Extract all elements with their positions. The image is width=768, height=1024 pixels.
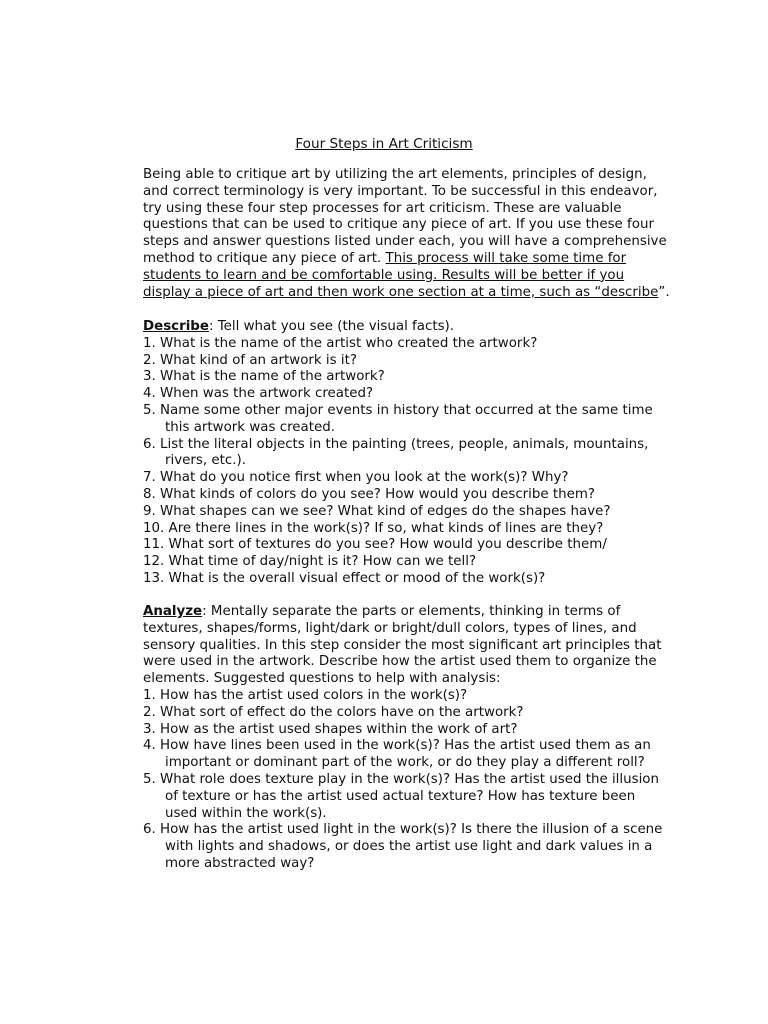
describe-question-line: 1. What is the name of the artist who created the artwork? [143, 335, 538, 351]
analyze-question-line: 6. How has the artist used light in the work(s)? Is there the illusion of a scene [143, 822, 663, 838]
intro-underlined-text: This process will take some time for [385, 250, 627, 266]
describe-question-line: 10. Are there lines in the work(s)? If so, what kinds of lines are they? [143, 520, 604, 536]
intro-line: and correct terminology is very important. To be successful in this endeavor, [143, 183, 658, 199]
describe-question-item [143, 403, 713, 437]
describe-question-item [143, 521, 713, 538]
analyze-text-line: sensory qualities. In this step consider the most significant art principles that [143, 637, 662, 653]
describe-question-line: 5. Name some other major events in history that occurred at the same time [143, 402, 653, 418]
analyze-question-line: 1. How has the artist used colors in the work(s)? [143, 687, 468, 703]
describe-question-line: 8. What kinds of colors do you see? How would you describe them? [143, 486, 596, 502]
analyze-term: Analyze [143, 604, 203, 619]
describe-intro: : Tell what you see (the visual facts). [208, 319, 455, 334]
describe-question-item [143, 353, 713, 370]
describe-question-list [143, 336, 713, 588]
analyze-question-item [143, 688, 713, 705]
intro-line: questions that can be used to critique any piece of art. If you use these four [143, 217, 654, 233]
analyze-question-line: 3. How as the artist used shapes within the work of art? [143, 721, 518, 737]
describe-question-line: 12. What time of day/night is it? How can we tell? [143, 554, 477, 570]
analyze-question-line: used within the work(s). [165, 805, 327, 821]
analyze-question-item [143, 722, 713, 739]
describe-question-item [143, 554, 713, 571]
describe-question-line: 7. What do you notice first when you look at the work(s)? Why? [143, 470, 569, 486]
analyze-question-item [143, 705, 713, 722]
describe-question-line: 3. What is the name of the artwork? [143, 369, 385, 385]
analyze-intro: : Mentally separate the parts or elements, thinking in terms of [202, 604, 621, 619]
describe-question-item [143, 537, 713, 554]
describe-question-line: 13. What is the overall visual effect or mood of the work(s)? [143, 570, 546, 586]
describe-question-item [143, 437, 713, 471]
intro-paragraph [143, 167, 703, 301]
describe-question-line: rivers, etc.). [165, 453, 246, 469]
describe-question-line: 4. When was the artwork created? [143, 386, 374, 402]
describe-question-item [143, 571, 713, 588]
describe-question-item [143, 386, 713, 403]
intro-line-mixed [143, 251, 703, 268]
intro-line-end: ”. [658, 284, 670, 300]
analyze-question-line: 4. How have lines been used in the work(s)? Has the artist used them as an [143, 738, 651, 754]
analyze-question-line: of texture or has the artist used actual texture? How has texture been [165, 788, 636, 804]
describe-question-line: 11. What sort of textures do you see? How would you describe them/ [143, 537, 607, 553]
describe-question-line: 6. List the literal objects in the painting (trees, people, animals, mountains, [143, 436, 649, 452]
analyze-question-line: important or dominant part of the work, or do they play a different roll? [165, 755, 645, 771]
analyze-question-line: more abstracted way? [165, 855, 315, 871]
intro-line: Being able to critique art by utilizing the art elements, principles of design, [143, 167, 647, 182]
describe-question-item [143, 487, 713, 504]
describe-question-item [143, 504, 713, 521]
analyze-text-line: elements. Suggested questions to help with analysis: [143, 671, 501, 687]
analyze-question-line: 5. What role does texture play in the work(s)? Has the artist used the illusion [143, 771, 659, 787]
intro-line: try using these four step processes for art criticism. These are valuable [143, 200, 622, 216]
document-title: Four Steps in Art Criticism [295, 136, 473, 152]
analyze-question-line: with lights and shadows, or does the artist use light and dark values in a [165, 839, 653, 855]
analyze-question-item [143, 772, 713, 822]
analyze-question-list [143, 688, 713, 873]
intro-underlined-text: display a piece of art and then work one section at a time, such as “describe [143, 284, 659, 300]
describe-question-line: 2. What kind of an artwork is it? [143, 352, 357, 368]
analyze-question-item [143, 738, 713, 772]
describe-question-line: this artwork was created. [165, 419, 335, 435]
intro-line: steps and answer questions listed under each, you will have a comprehensive [143, 234, 667, 250]
analyze-question-item [143, 822, 713, 872]
analyze-text-line: textures, shapes/forms, light/dark or bright/dull colors, types of lines, and [143, 620, 637, 636]
describe-section [143, 319, 713, 588]
describe-heading [143, 319, 713, 336]
intro-line-mixed [143, 285, 703, 302]
describe-question-line: 9. What shapes can we see? What kind of edges do the shapes have? [143, 503, 611, 519]
describe-question-item [143, 336, 713, 353]
analyze-question-line: 2. What sort of effect do the colors have on the artwork? [143, 704, 524, 720]
intro-line-start: method to critique any piece of art. [143, 250, 386, 266]
describe-term: Describe [143, 319, 209, 334]
analyze-section [143, 604, 713, 873]
analyze-heading [143, 604, 713, 621]
analyze-text-line: were used in the artwork. Describe how the artist used them to organize the [143, 654, 657, 670]
describe-question-item [143, 470, 713, 487]
describe-question-item [143, 369, 713, 386]
intro-underlined-line: students to learn and be comfortable using. Results will be better if you [143, 267, 625, 283]
